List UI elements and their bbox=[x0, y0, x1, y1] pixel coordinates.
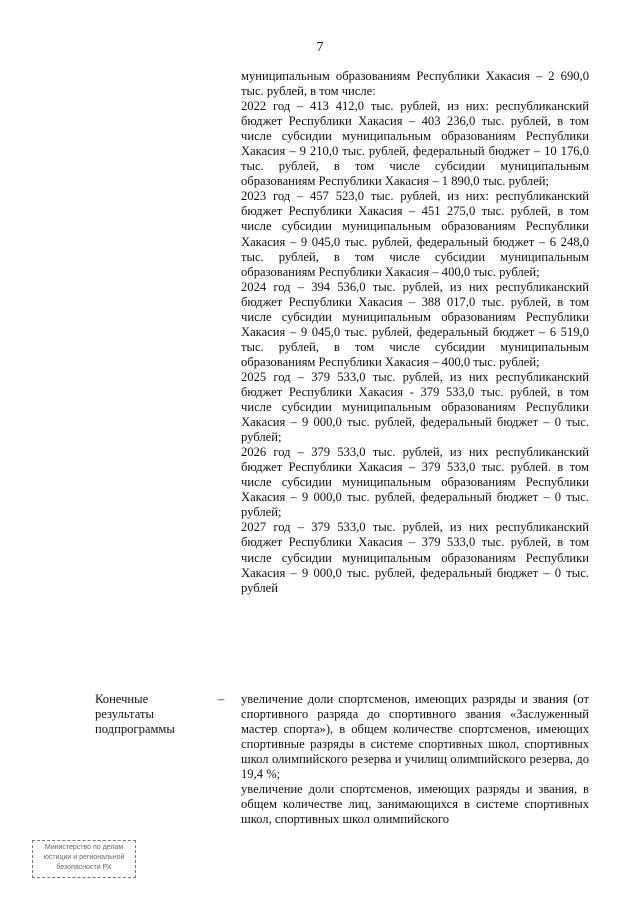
funding-paragraph-2023: 2023 год – 457 523,0 тыс. рублей, из них: республиканский бюджет Республики Хакасия – 451 275,0 тыс. рублей, в том числе субсидии муниципальным образованиям Республики Хакасия – 9 045,0 тыс. рублей, федеральный бюджет – 6 248,0 тыс. рублей, в том числе субсидии муниципальным образованиям Республики Хакасия – 400,0 тыс. рублей; bbox=[241, 189, 589, 279]
results-section-dash: – bbox=[218, 692, 225, 706]
results-section-label: Конечные результаты подпрограммы bbox=[95, 692, 175, 737]
results-paragraph: увеличение доли спортсменов, имеющих разряды и звания, в общем количестве лиц, занимающихся в системе спортивных школ, спортивных школ олимпийского bbox=[241, 782, 589, 827]
results-text-block bbox=[241, 692, 589, 827]
registration-stamp bbox=[32, 840, 136, 878]
stamp-text: Министерство по делам юстиции и региональной безопасности РХ bbox=[43, 844, 125, 871]
funding-paragraph-2024: 2024 год – 394 536,0 тыс. рублей, из них республиканский бюджет Республики Хакасия – 388 017,0 тыс. рублей, в том числе субсидии муниципальным образованиям Республики Хакасия – 9 045,0 тыс. рублей, федеральный бюджет – 6 519,0 тыс. рублей, в том числе субсидии муниципальным образованиям Республики Хакасия – 400,0 тыс. рублей; bbox=[241, 279, 589, 369]
funding-paragraph-2025: 2025 год – 379 533,0 тыс. рублей, из них республиканский бюджет Республики Хакасия - 379 533,0 тыс. рублей, в том числе субсидии муниципальным образованиям Республики Хакасия – 9 000,0 тыс. рублей, федеральный бюджет – 0 тыс. рублей; bbox=[241, 369, 589, 445]
results-paragraph: увеличение доли спортсменов, имеющих разряды и звания (от спортивного разряда до спортивного звания «Заслуженный мастер спорта»), в общем количестве спортсменов, имеющих спортивные разряды в системе спортивных школ, спортивных школ олимпийского резерва и училищ олимпийского резерва, до 19,4 %; bbox=[241, 692, 589, 782]
funding-paragraph-2027: 2027 год – 379 533,0 тыс. рублей, из них республиканский бюджет Республики Хакасия – 379 533,0 тыс. рублей, в том числе субсидии муниципальным образованиям Республики Хакасия – 9 000,0 тыс. рублей, федеральный бюджет – 0 тыс. рублей bbox=[241, 520, 589, 595]
page-number: 7 bbox=[316, 40, 324, 55]
funding-text-block bbox=[241, 69, 589, 596]
funding-paragraph: муниципальным образованиям Республики Хакасия – 2 690,0 тыс. рублей, в том числе: bbox=[241, 69, 589, 99]
funding-paragraph-2022: 2022 год – 413 412,0 тыс. рублей, из них: республиканский бюджет Республики Хакасия – 403 236,0 тыс. рублей, в том числе субсидии муниципальным образованиям Республики Хакасия – 9 210,0 тыс. рублей, федеральный бюджет – 10 176,0 тыс. рублей, в том числе субсидии муниципальным образованиям Республики Хакасия – 1 890,0 тыс. рублей; bbox=[241, 99, 589, 189]
funding-paragraph-2026: 2026 год – 379 533,0 тыс. рублей, из них республиканский бюджет Республики Хакасия – 379 533,0 тыс. рублей. в том числе субсидии муниципальным образованиям Республики Хакасия – 9 000,0 тыс. рублей, федеральный бюджет – 0 тыс. рублей; bbox=[241, 445, 589, 520]
